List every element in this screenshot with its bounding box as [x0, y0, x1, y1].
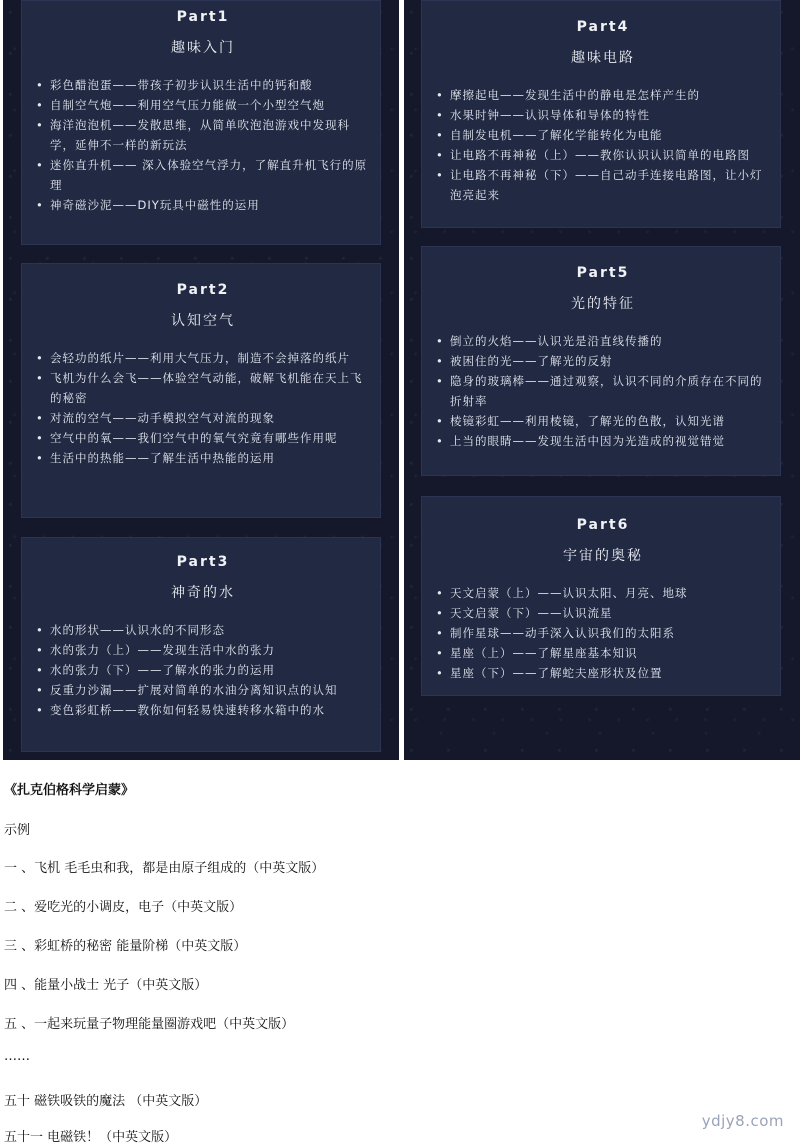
part-number: Part2 [176, 282, 230, 298]
part-title: 宇宙的奥秘 [563, 548, 643, 564]
list-item: • 棱镜彩虹——利用棱镜，了解光的色散，认知光谱 [436, 411, 770, 431]
list-item: • 倒立的火焰——认识光是沿直线传播的 [436, 331, 770, 351]
list-item: • 星座（下）——了解蛇夫座形状及位置 [436, 663, 770, 683]
part-card-1 [21, 0, 381, 245]
part-number: Part3 [176, 554, 230, 570]
part-card-3 [21, 537, 381, 752]
part-number: Part4 [576, 19, 630, 35]
part-number: Part1 [176, 9, 230, 25]
list-item: • 迷你直升机—— 深入体验空气浮力，了解直升机飞行的原理 [36, 155, 370, 195]
part-card-5 [421, 246, 781, 476]
part-item-list [436, 331, 770, 451]
list-item: • 让电路不再神秘（下）——自己动手连接电路图，让小灯泡亮起来 [436, 165, 770, 205]
part-card-6 [421, 496, 781, 696]
list-item: • 生活中的热能——了解生活中热能的运用 [36, 448, 370, 468]
list-item: • 星座（上）——了解星座基本知识 [436, 643, 770, 663]
watermark: ydjy8.com [701, 1112, 784, 1130]
document-title: 《扎克伯格科学启蒙》 [4, 783, 135, 798]
list-item: • 水的形状——认识水的不同形态 [36, 620, 370, 640]
document-line: 一 、飞机 毛毛虫和我，都是由原子组成的（中英文版） [4, 861, 325, 876]
list-item: • 天文启蒙（下）——认识流星 [436, 603, 770, 623]
list-item: • 自制发电机——了解化学能转化为电能 [436, 125, 770, 145]
list-item: • 空气中的氧——我们空气中的氧气究竟有哪些作用呢 [36, 428, 370, 448]
part-item-list [36, 620, 370, 720]
list-item: • 彩色醋泡蛋——带孩子初步认识生活中的钙和酸 [36, 75, 370, 95]
part-item-list [36, 75, 370, 215]
list-item: • 飞机为什么会飞——体验空气动能，破解飞机能在天上飞的秘密 [36, 368, 370, 408]
part-title: 认知空气 [171, 313, 235, 329]
part-title: 神奇的水 [171, 585, 235, 601]
list-item: • 水的张力（上）——发现生活中水的张力 [36, 640, 370, 660]
document-line: 三 、彩虹桥的秘密 能量阶梯（中英文版） [4, 939, 247, 954]
list-item: • 神奇磁沙泥——DIY玩具中磁性的运用 [36, 195, 370, 215]
document-line: 二 、爱吃光的小调皮，电子（中英文版） [4, 900, 243, 915]
list-item: • 水果时钟——认识导体和导体的特性 [436, 105, 770, 125]
part-title: 光的特征 [571, 296, 635, 312]
part-item-list [436, 85, 770, 205]
list-item: • 摩擦起电——发现生活中的静电是怎样产生的 [436, 85, 770, 105]
list-item: • 让电路不再神秘（上）——教你认识认识简单的电路图 [436, 145, 770, 165]
list-item: • 自制空气炮——利用空气压力能做一个小型空气炮 [36, 95, 370, 115]
list-item: • 隐身的玻璃棒——通过观察，认识不同的介质存在不同的折射率 [436, 371, 770, 411]
part-item-list [36, 348, 370, 468]
list-item: • 水的张力（下）——了解水的张力的运用 [36, 660, 370, 680]
part-title: 趣味电路 [571, 50, 635, 66]
document-line: 五十一 电磁铁！（中英文版） [4, 1130, 178, 1145]
part-card-2 [21, 263, 381, 518]
list-item: • 上当的眼睛——发现生活中因为光造成的视觉错觉 [436, 431, 770, 451]
document-line: 五十 磁铁吸铁的魔法 （中英文版） [4, 1094, 208, 1109]
part-item-list [436, 583, 770, 683]
list-item: • 海洋泡泡机——发散思维，从简单吹泡泡游戏中发现科学，延伸不一样的新玩法 [36, 115, 370, 155]
example-label: 示例 [4, 823, 31, 838]
list-item: • 变色彩虹桥——教你如何轻易快速转移水箱中的水 [36, 700, 370, 720]
ellipsis-line: …… [4, 1049, 30, 1064]
list-item: • 天文启蒙（上）——认识太阳、月亮、地球 [436, 583, 770, 603]
list-item: • 反重力沙漏——扩展对简单的水油分离知识点的认知 [36, 680, 370, 700]
part-card-4 [421, 0, 781, 228]
list-item: • 被困住的光——了解光的反射 [436, 351, 770, 371]
document-line: 五 、一起来玩量子物理能量圈游戏吧（中英文版） [4, 1017, 295, 1032]
list-item: • 会轻功的纸片——利用大气压力，制造不会掉落的纸片 [36, 348, 370, 368]
part-number: Part5 [576, 265, 630, 281]
part-title: 趣味入门 [171, 40, 235, 56]
list-item: • 制作星球——动手深入认识我们的太阳系 [436, 623, 770, 643]
document-line: 四 、能量小战士 光子（中英文版） [4, 978, 208, 993]
list-item: • 对流的空气——动手模拟空气对流的现象 [36, 408, 370, 428]
part-number: Part6 [576, 517, 630, 533]
